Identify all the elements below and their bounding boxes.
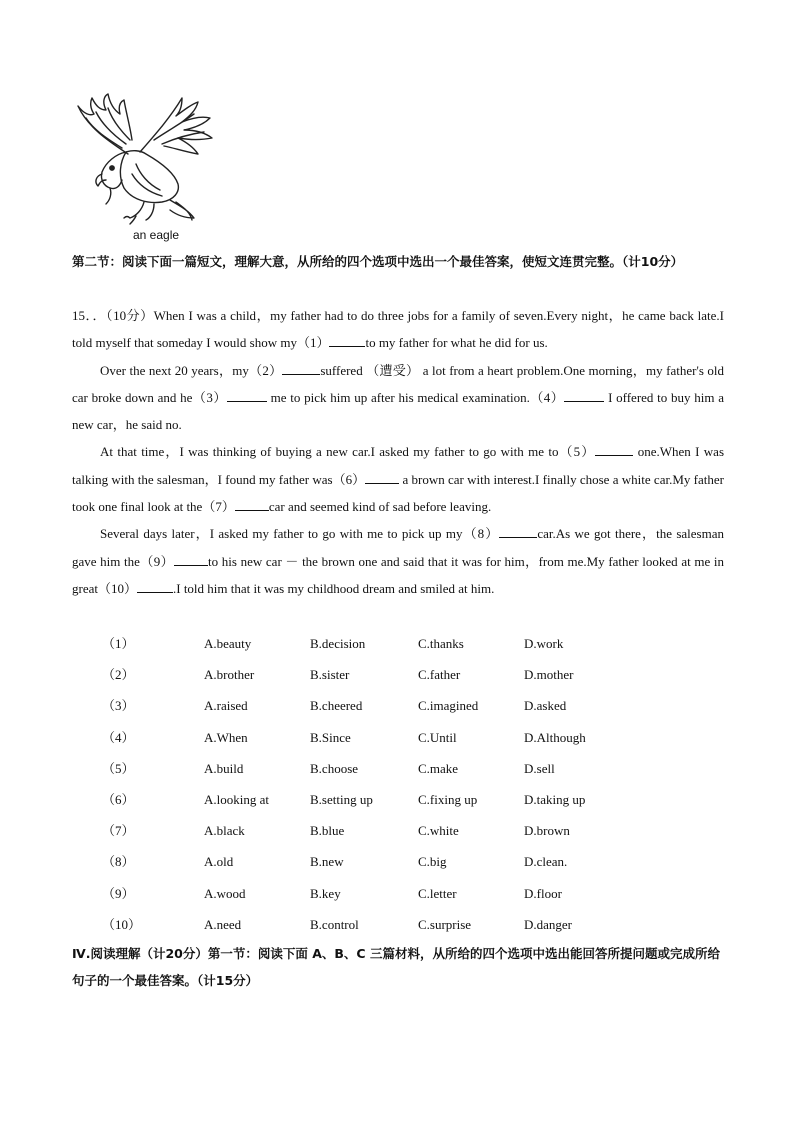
eagle-caption: an eagle [133,228,180,242]
option-row [72,846,724,877]
option-c[interactable]: C.father [418,667,461,683]
passage-text: to his new car － the brown one and said that it was for him，from me.My father looked at me in great（10） [72,553,724,596]
option-row [72,909,724,940]
option-a[interactable]: A.black [204,823,245,839]
option-a[interactable]: A.looking at [204,791,269,807]
question-number: （2） [102,667,135,683]
option-c[interactable]: C.fixing up [418,791,478,807]
cloze-passage [72,302,724,602]
option-b[interactable]: B.Since [310,729,351,745]
option-d[interactable]: D.brown [524,823,570,839]
option-b[interactable]: B.choose [310,760,359,776]
option-row [72,878,724,909]
blank-2 [282,361,320,375]
option-d[interactable]: D.floor [524,885,562,901]
option-d[interactable]: D.mother [524,667,574,683]
option-c[interactable]: C.big [418,854,447,870]
option-b[interactable]: B.key [310,885,341,901]
blank-1 [329,333,365,347]
eagle-illustration [70,92,226,242]
blank-8 [499,524,537,538]
option-b[interactable]: B.new [310,854,344,870]
option-a[interactable]: A.old [204,854,234,870]
passage-paragraph-1 [72,302,724,357]
passage-text: me to pick him up after his medical examination.（4） [270,389,565,405]
question-number: （4） [102,729,135,745]
option-d[interactable]: D.clean. [524,854,568,870]
passage-text: one.When I was talking with the salesman，I found my father was（6） [72,444,725,487]
question-number: （3） [102,698,135,714]
blank-3 [227,388,267,402]
option-c[interactable]: C.Until [418,729,457,745]
option-d[interactable]: D.asked [524,698,567,714]
passage-text: car and seemed kind of sad before leaving. [268,499,492,515]
option-row [72,753,724,784]
option-d[interactable]: D.taking up [524,791,586,807]
passage-text: Several days later，I asked my father to go with me to pick up my（8） [100,526,500,542]
option-d[interactable]: D.work [524,636,564,651]
option-c[interactable]: C.white [418,823,459,839]
passage-text: I offered to buy him a new car，he said no. [72,389,725,433]
question-number: （7） [102,823,135,839]
question-number: （5） [102,760,135,776]
passage-text: Over the next 20 years，my（2） [100,362,283,378]
section4-heading: Ⅳ.阅读理解（计20分）第一节：阅读下面 A、B、C 三篇材料，从所给的四个选项中选出能回答所提问题或完成所给句子的一个最佳答案。（计15分） [72,946,720,988]
option-d[interactable]: D.Although [524,729,586,745]
option-a[interactable]: A.build [204,760,244,776]
question-number: （9） [102,885,135,901]
option-a[interactable]: A.When [204,729,248,745]
passage-text: At that time，I was thinking of buying a new car.I asked my father to go with me to（5） [100,444,596,460]
passage-text: 15．．（10分）When I was a child，my father had to do three jobs for a family of seven.Every night，he came back late.I told myself that someday I would show my（1） [72,308,724,351]
option-a[interactable]: A.brother [204,667,255,683]
passage-text: a brown car with interest.I finally chose a white car.My father took one final look at the（7） [72,471,724,515]
option-a[interactable]: A.wood [204,885,246,901]
question-number: （8） [102,854,135,870]
question-number: （6） [102,791,135,807]
option-row [72,659,724,690]
passage-text: car.As we got there，the salesman gave him the（9） [72,526,724,569]
option-b[interactable]: B.setting up [310,791,373,807]
option-c[interactable]: C.letter [418,885,457,901]
section2-heading: 第二节：阅读下面一篇短文，理解大意，从所给的四个选项中选出一个最佳答案，使短文连贯完整。（计10分） [72,254,684,269]
option-a[interactable]: A.need [204,916,242,932]
option-a[interactable]: A.beauty [204,636,252,651]
blank-6 [365,470,399,484]
blank-4 [564,388,604,402]
option-b[interactable]: B.sister [310,667,350,683]
question-number: （1） [102,636,135,651]
option-c[interactable]: C.imagined [418,698,479,714]
blank-10 [137,579,173,593]
passage-paragraph-4 [72,520,724,602]
blank-9 [174,552,208,566]
passage-text: to my father for what he did for us. [365,335,548,351]
answer-options-table [72,628,724,940]
passage-paragraph-2 [72,357,724,439]
option-b[interactable]: B.cheered [310,698,363,714]
option-d[interactable]: D.danger [524,916,573,932]
option-row [72,815,724,846]
passage-text: suffered （遭受） a lot from a heart problem.One morning，my father's old car broke down and he（3） [72,362,724,405]
option-c[interactable]: C.surprise [418,916,472,932]
passage-text: .I told him that it was my childhood dream and smiled at him. [172,580,495,596]
option-row [72,784,724,815]
option-b[interactable]: B.control [310,916,359,932]
option-b[interactable]: B.blue [310,823,345,839]
option-c[interactable]: C.make [418,760,459,776]
option-row [72,628,724,659]
passage-paragraph-3 [72,438,724,520]
blank-5 [595,442,633,456]
option-row [72,722,724,753]
option-c[interactable]: C.thanks [418,636,464,651]
question-number: （10） [102,916,142,932]
option-row [72,690,724,721]
option-b[interactable]: B.decision [310,636,366,651]
option-d[interactable]: D.sell [524,760,555,776]
option-a[interactable]: A.raised [204,698,248,714]
blank-7 [235,497,269,511]
